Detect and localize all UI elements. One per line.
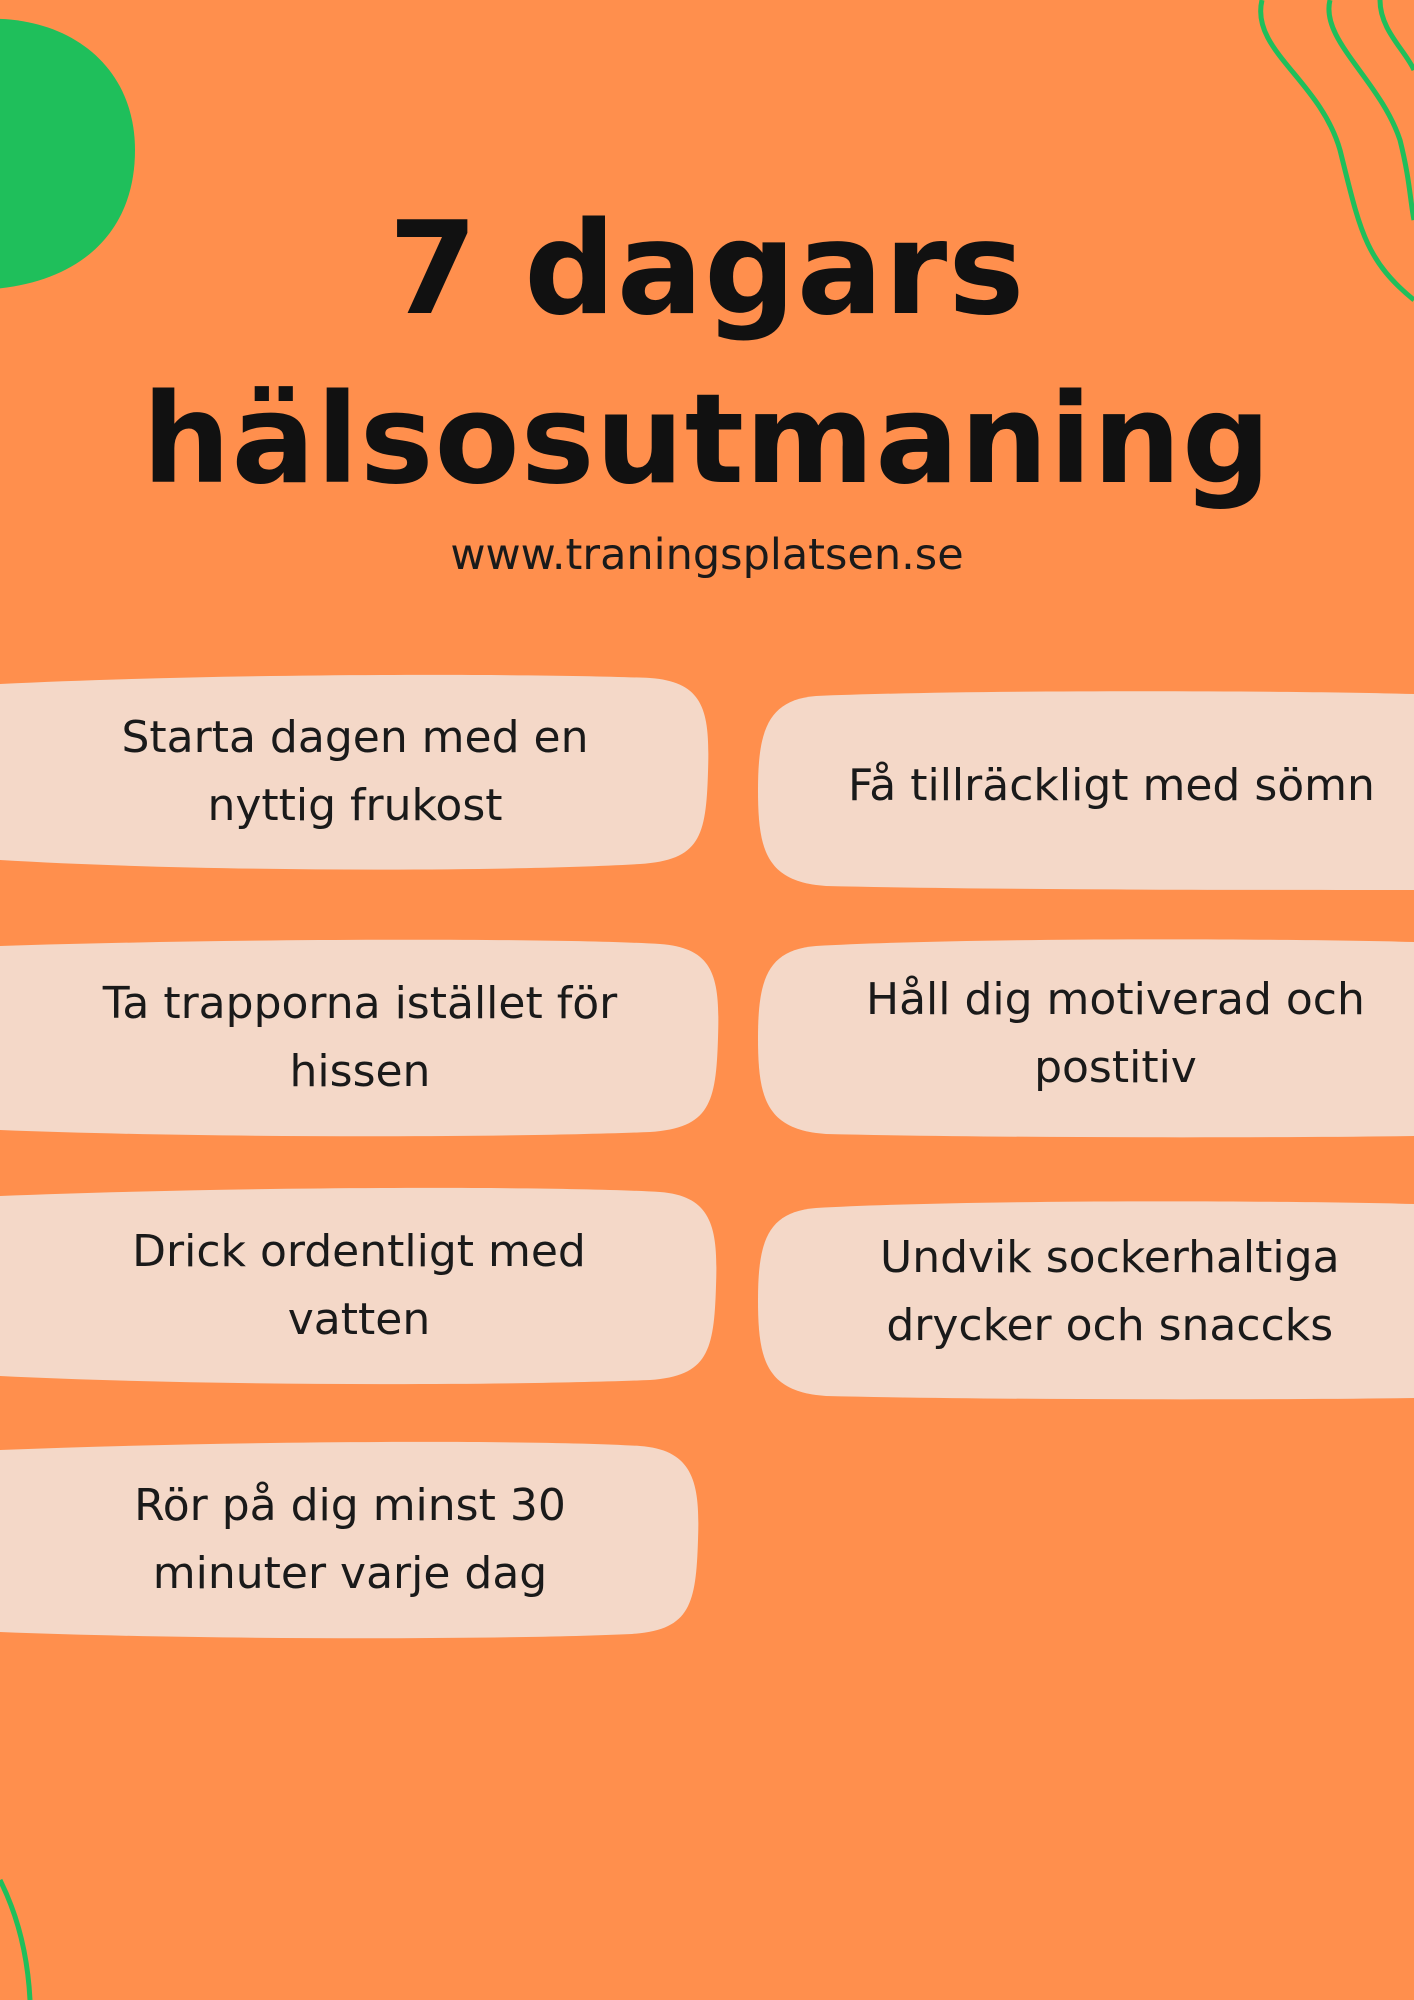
- tip-text: Starta dagen med en nyttig frukost: [121, 712, 589, 831]
- tip-card: [756, 1200, 1414, 1400]
- title-line-2: hälsosutmaning: [142, 368, 1272, 512]
- tip-text: Håll dig motiverad och postitiv: [866, 974, 1365, 1093]
- tip-card: [756, 690, 1414, 890]
- tip-card: [0, 1440, 700, 1640]
- tip-card: [0, 938, 720, 1138]
- tip-text: Rör på dig minst 30 minuter varje dag: [134, 1480, 566, 1599]
- tip-text: Undvik sockerhaltiga drycker och snaccks: [880, 1232, 1340, 1351]
- tip-card: [0, 1186, 718, 1386]
- page-title: [0, 185, 1414, 525]
- tip-text: Ta trapporna istället för hissen: [102, 978, 618, 1097]
- tip-text: Få tillräckligt med sömn: [848, 760, 1375, 811]
- tip-card: [0, 672, 710, 872]
- tip-text: Drick ordentligt med vatten: [132, 1226, 586, 1345]
- tip-card: [756, 938, 1414, 1138]
- website-url: www.traningsplatsen.se: [450, 530, 964, 580]
- title-line-1: 7 dagars: [388, 195, 1026, 344]
